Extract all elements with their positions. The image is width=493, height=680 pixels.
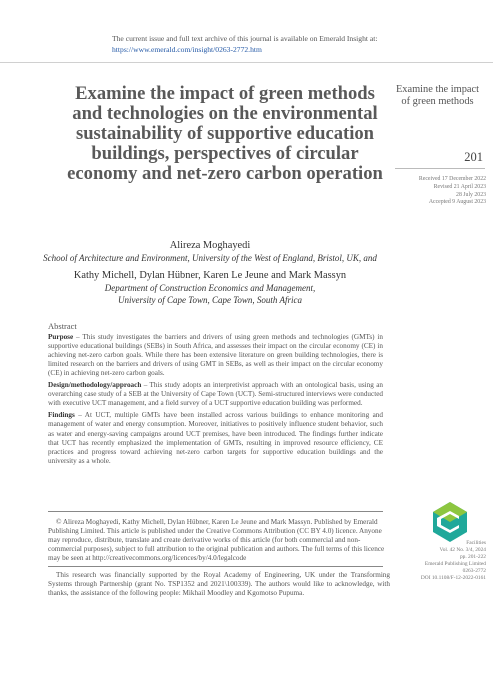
- copyright-notice: [48, 518, 390, 563]
- journal-issn: 0263-2772: [462, 568, 486, 574]
- design-text: – This study adopts an interpretivist approach with an ontological basis, using an overarching case study of a SEB at the University of Cape Town (UCT). Semi-structured interviews were conducted with executive UCT management, and a field survey of a UCT supportive education building was performed.: [48, 381, 383, 408]
- journal-info: [378, 540, 486, 582]
- abstract-heading: Abstract: [48, 321, 77, 331]
- accepted-date: Accepted 9 August 2023: [428, 199, 486, 206]
- other-authors: Kathy Michell, Dylan Hübner, Karen Le Jeune and Mark Massyn: [73, 270, 347, 281]
- findings-label: Findings: [48, 411, 75, 420]
- revised-date-2: 28 July 2023: [456, 191, 486, 198]
- abstract: [48, 322, 383, 469]
- findings-text: – At UCT, multiple GMTs have been installed across various buildings to enhance monitoring and management of water and energy consumption. Moreover, initiatives to positively influence student behavior, such as water and energy-saving campaigns around UCT premises, have been introduced. The findings further indicate that UCT has recently emphasized the implementation of GMTs, resulting in improved resource efficiency, CE practices and progress toward achieving net-zero carbon targets for supportive education buildings and the university as a whole.: [48, 411, 383, 465]
- funding-text: This research was financially supported by the Royal Academy of Engineering, UK under the Transforming Systems through Partnership (grant No. TSP1352 and 2021\100339). The authors would like to acknowledge, with thanks, the assistance of the following people: Mikhail Moodley and Kgomotso Pupuma.: [48, 571, 390, 598]
- abstract-design: [48, 381, 383, 408]
- copyright-text: © Alireza Moghayedi, Kathy Michell, Dylan Hübner, Karen Le Jeune and Mark Massyn. Published by Emerald Publishing Limited. This article is published under the Creative Commons Attribution (CC BY 4.0) licence. Anyone may reproduce, distribute, translate and create derivative works of this article (for both commercial and non-commercial purposes), subject to full attribution to the original publication and authors. The full terms of this licence may be seen at http://creativecommons.org/licences/by/4.0/legalcode: [48, 518, 385, 563]
- revised-date: Revised 21 April 2023: [433, 183, 486, 190]
- header-note-text: The current issue and full text archive of this journal is available on Emerald Insight at:: [112, 34, 378, 43]
- purpose-label: Purpose: [48, 333, 74, 342]
- top-divider: [0, 62, 493, 63]
- article-title: Examine the impact of green methods and technologies on the environmental sustainability of supportive education buildings, perspectives of circular economy and net-zero carbon operation: [67, 83, 383, 184]
- other-affiliation-university: University of Cape Town, Cape Town, South Africa: [118, 295, 302, 305]
- emerald-logo-icon: [433, 502, 467, 542]
- footnote-divider-top: [48, 511, 383, 512]
- abstract-findings: [48, 411, 383, 465]
- journal-url-link[interactable]: https://www.emerald.com/insight/0263-2772.htm: [112, 44, 262, 54]
- sidebar-divider: [395, 168, 485, 169]
- purpose-text: – This study investigates the barriers and drivers of using green methods and technologies (GMTs) in supportive educational buildings (SEBs) in South Africa, and assesses their impact on the circular economy (CE) in achieving net-zero carbon goals. While there has been extensive literature on green building technologies, there is limited research on the barriers and drivers of using GMT in SEBs, as well as their impact on the circular economy (CE) in achieving net-zero carbon goals.: [48, 333, 383, 378]
- journal-name: Facilities: [466, 540, 486, 546]
- journal-publisher: Emerald Publishing Limited: [424, 561, 486, 567]
- first-author-affiliation: School of Architecture and Environment, University of the West of England, Bristol, UK, and: [43, 253, 377, 263]
- journal-volume: Vol. 42 No. 3/4, 2024: [439, 547, 486, 553]
- other-affiliation-department: Department of Construction Economics and Management,: [104, 283, 316, 293]
- funding-acknowledgement: [48, 571, 390, 598]
- author-block: [30, 240, 390, 306]
- abstract-purpose: [48, 333, 383, 378]
- header-note: [112, 34, 412, 55]
- first-author: Alireza Moghayedi: [169, 240, 251, 251]
- journal-pages: pp. 201-222: [459, 554, 486, 560]
- page-number: 201: [464, 150, 483, 164]
- running-title: Examine the impact of green methods: [395, 84, 480, 107]
- design-label: Design/methodology/approach: [48, 381, 142, 390]
- footnote-divider-bottom: [48, 566, 383, 567]
- received-date: Received 17 December 2022: [418, 176, 486, 182]
- journal-doi: DOI 10.1108/F-12-2022-0161: [420, 575, 486, 581]
- article-dates: [370, 176, 486, 207]
